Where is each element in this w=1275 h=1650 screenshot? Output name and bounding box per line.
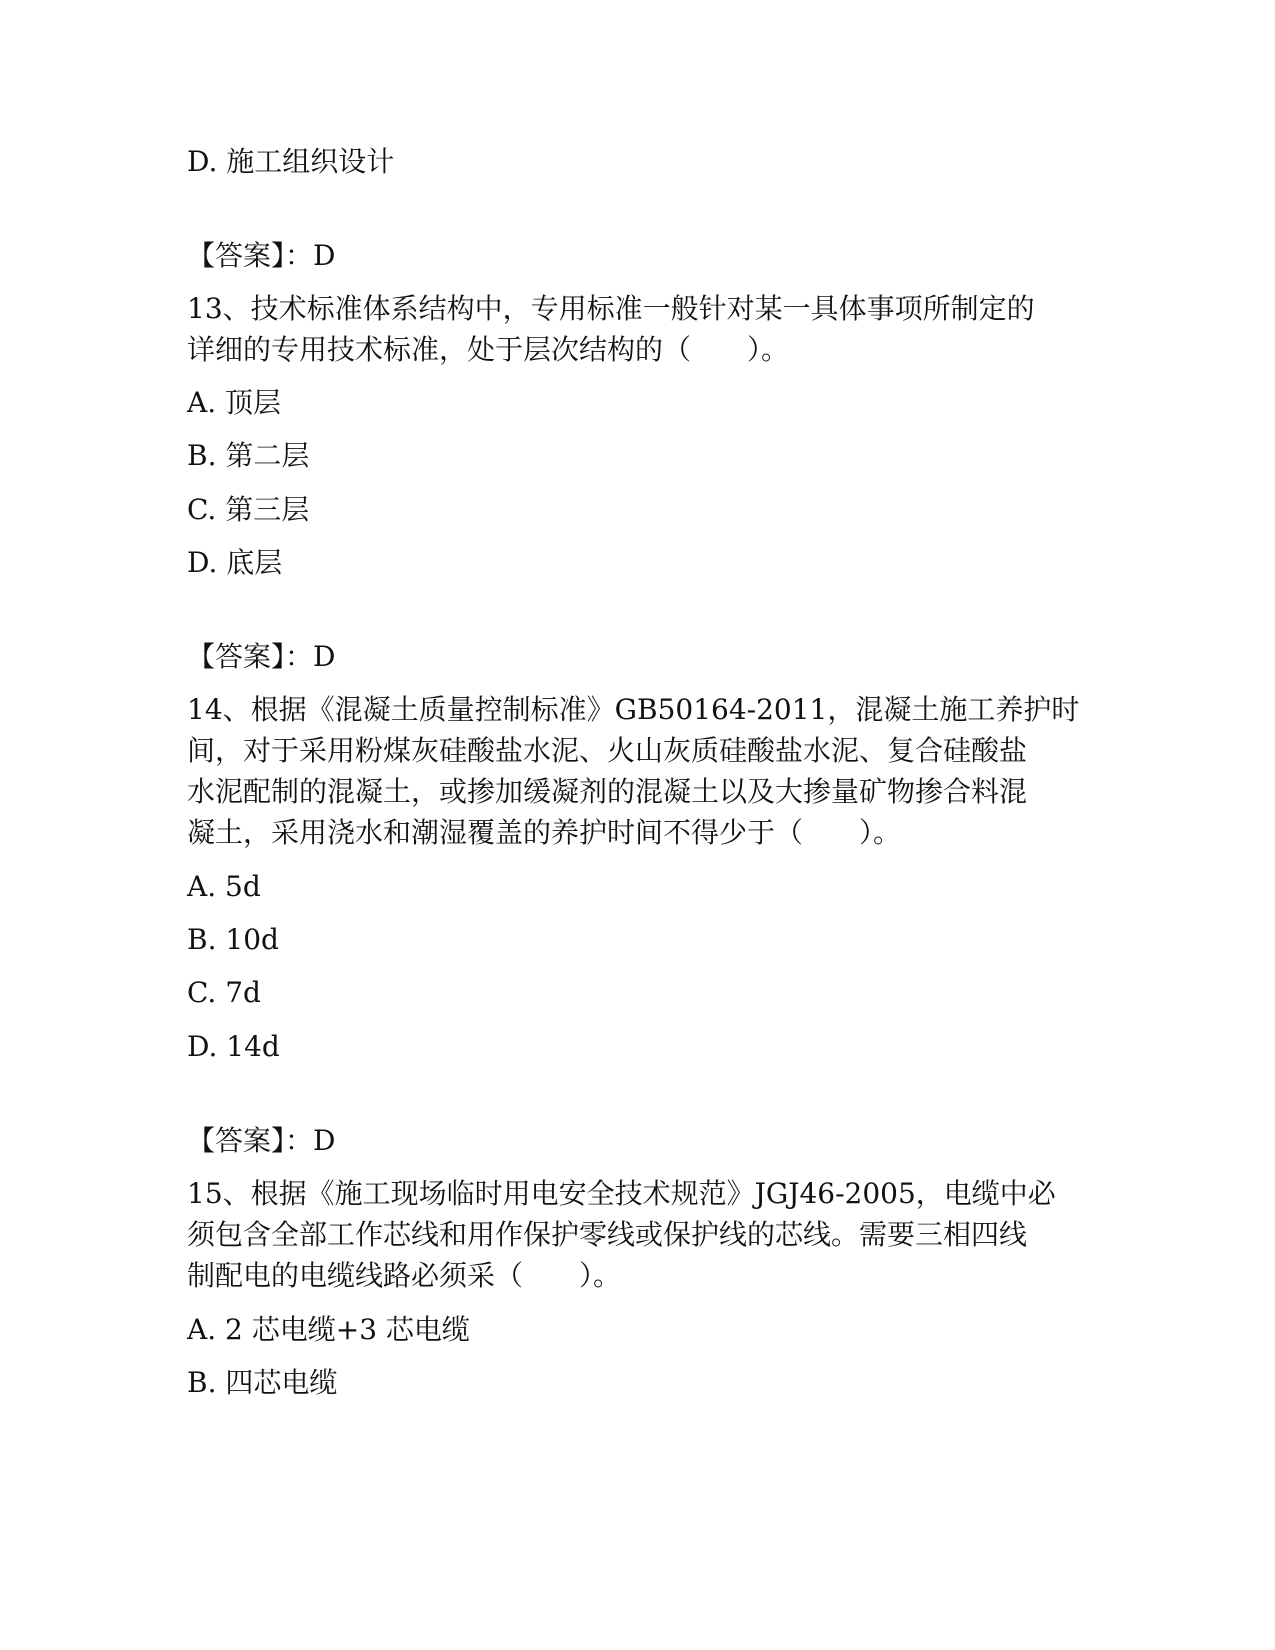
q15-option-a: A. 2 芯电缆+3 芯电缆 [187,1313,470,1346]
q14-option-c: C. 7d [187,976,261,1009]
q12-answer: 【答案】：D [187,239,336,272]
q14-stem-line-3: 水泥配制的混凝土，或掺加缓凝剂的混凝土以及大掺量矿物掺合料混 [187,775,1028,808]
q13-option-c: C. 第三层 [187,493,310,526]
q15-option-b: B. 四芯电缆 [187,1366,338,1399]
q14-option-d: D. 14d [187,1030,280,1063]
q12-option-d: D. 施工组织设计 [187,145,395,178]
q14-stem-line-2: 间，对于采用粉煤灰硅酸盐水泥、火山灰质硅酸盐水泥、复合硅酸盐 [187,734,1028,767]
q14-stem-line-4: 凝土，采用浇水和潮湿覆盖的养护时间不得少于（ ）。 [187,816,902,849]
q15-stem-line-2: 须包含全部工作芯线和用作保护零线或保护线的芯线。需要三相四线 [187,1218,1028,1251]
q13-stem-line-1: 13、技术标准体系结构中，专用标准一般针对某一具体事项所制定的 [187,292,1035,325]
q14-answer: 【答案】：D [187,1124,336,1157]
q13-option-d: D. 底层 [187,546,283,579]
q15-stem-line-1: 15、根据《施工现场临时用电安全技术规范》JGJ46-2005，电缆中必 [187,1177,1056,1210]
q13-option-a: A. 顶层 [187,386,282,419]
q13-answer: 【答案】：D [187,640,336,673]
q14-option-b: B. 10d [187,923,279,956]
q14-option-a: A. 5d [187,870,261,903]
q14-stem-line-1: 14、根据《混凝土质量控制标准》GB50164-2011，混凝土施工养护时 [187,693,1080,726]
q15-stem-line-3: 制配电的电缆线路必须采（ ）。 [187,1259,622,1292]
q13-option-b: B. 第二层 [187,439,310,472]
q13-stem-line-2: 详细的专用技术标准，处于层次结构的（ ）。 [187,333,790,366]
